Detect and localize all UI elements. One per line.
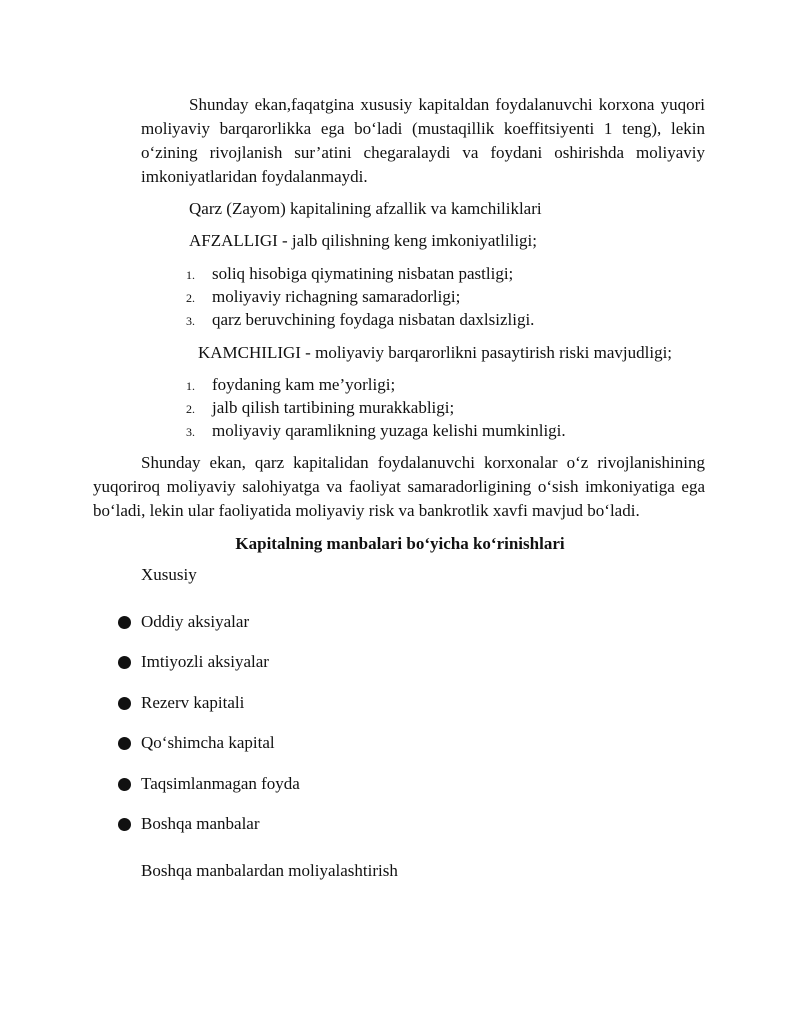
- bullet-icon: [118, 697, 131, 710]
- list-item-text: jalb qilish tartibining murakkabligi;: [212, 398, 455, 417]
- list-item: [118, 650, 300, 690]
- other-sources-label: Boshqa manbalardan moliyalashtirish: [141, 861, 398, 880]
- list-item-text: Qo‘shimcha kapital: [141, 733, 275, 753]
- list-item: [186, 285, 534, 308]
- afzalligi-label: AFZALLIGI - jalb qilishning keng imkoniyatliligi;: [189, 231, 537, 250]
- list-item: [186, 396, 566, 419]
- list-item-text: moliyaviy richagning samaradorligi;: [212, 287, 461, 306]
- qarz-title: Qarz (Zayom) kapitalining afzallik va kamchiliklari: [189, 199, 542, 218]
- bullet-icon: [118, 778, 131, 791]
- section-heading: Kapitalning manbalari bo‘yicha ko‘rinishlari: [235, 534, 565, 553]
- kamchiligi-list: [186, 373, 566, 442]
- list-number: 3.: [186, 425, 195, 439]
- list-item: [186, 308, 534, 331]
- list-item: [186, 262, 534, 285]
- list-item: [186, 419, 566, 442]
- xususiy-list: [118, 610, 300, 852]
- afzalligi-list: [186, 262, 534, 331]
- list-item-text: foydaning kam me’yorligi;: [212, 375, 396, 394]
- bullet-icon: [118, 737, 131, 750]
- list-number: 1.: [186, 379, 195, 393]
- kamchiligi-label: KAMCHILIGI - moliyaviy barqarorlikni pasaytirish riski mavjudligi;: [198, 343, 673, 362]
- list-item-text: Oddiy aksiyalar: [141, 612, 250, 631]
- list-item: [118, 772, 300, 812]
- list-item-text: Boshqa manbalar: [141, 813, 260, 833]
- list-item-text: soliq hisobiga qiymatining nisbatan pastligi;: [212, 264, 514, 283]
- list-item: [118, 610, 300, 650]
- list-item-text: qarz beruvchining foydaga nisbatan daxlsizligi.: [212, 310, 535, 329]
- xususiy-label: Xususiy: [141, 565, 197, 584]
- list-number: 2.: [186, 402, 195, 416]
- bullet-icon: [118, 616, 131, 629]
- list-number: 1.: [186, 268, 195, 282]
- list-number: 2.: [186, 291, 195, 305]
- intro-paragraph-text: Shunday ekan,faqatgina xususiy kapitaldan foydalanuvchi korxona yuqori moliyaviy barqarorlikka ega bo‘ladi (mustaqillik koeffitsiyenti 1 teng), lekin o‘zining rivojlanish sur’atini chegaralaydi va foydani oshirishda moliyaviy imkoniyatlaridan foydalanmaydi.: [141, 95, 705, 186]
- bullet-icon: [118, 656, 131, 669]
- intro-paragraph: [141, 93, 705, 189]
- list-item-text: Imtiyozli aksiyalar: [141, 652, 269, 672]
- bullet-icon: [118, 818, 131, 831]
- list-item-text: Rezerv kapitali: [141, 692, 245, 712]
- list-item: [186, 373, 566, 396]
- list-number: 3.: [186, 314, 195, 328]
- conclusion-paragraph-text: Shunday ekan, qarz kapitalidan foydalanuvchi korxonalar o‘z rivojlanishining yuqoriroq moliyaviy salohiyatga va faoliyat samaradorligining o‘sish imkoniyatiga ega bo‘ladi, lekin ular faoliyatida moliyaviy risk va bankrotlik xavfi mavjud bo‘ladi.: [93, 453, 705, 520]
- list-item: [118, 812, 300, 852]
- conclusion-paragraph: [93, 451, 705, 523]
- list-item: [118, 731, 300, 771]
- list-item: [118, 691, 300, 731]
- list-item-text: Taqsimlanmagan foyda: [141, 773, 300, 793]
- list-item-text: moliyaviy qaramlikning yuzaga kelishi mumkinligi.: [212, 421, 566, 440]
